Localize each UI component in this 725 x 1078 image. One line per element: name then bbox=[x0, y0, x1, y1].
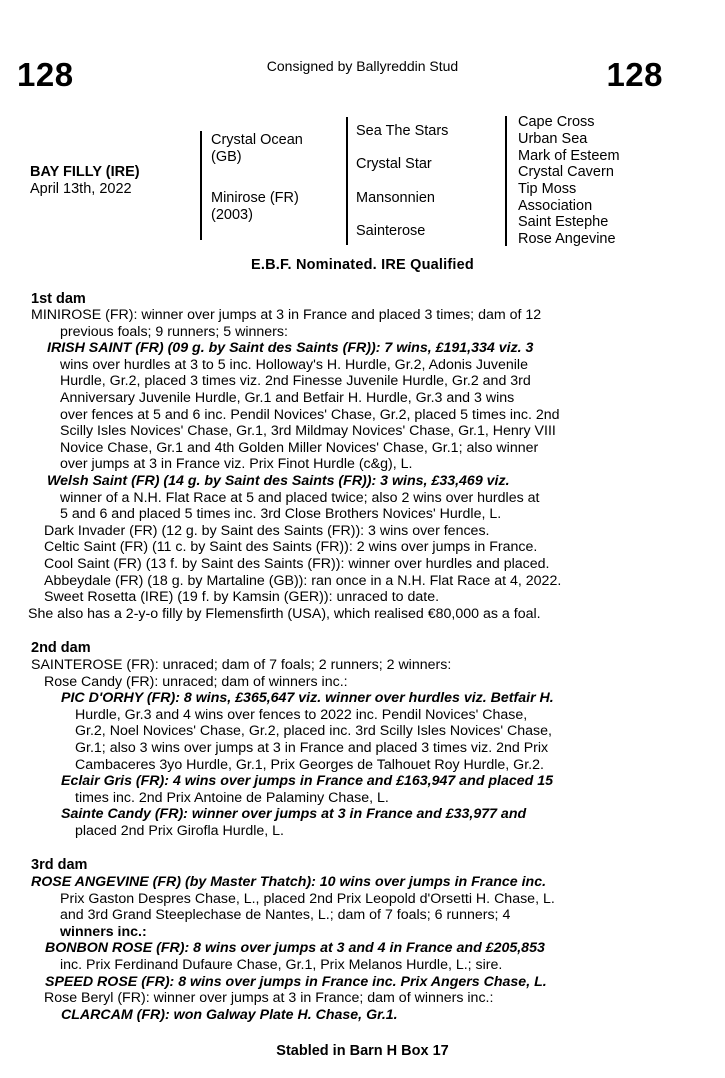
first-dam-line: She also has a 2-y-o filly by Flemensfirth (USA), which realised €80,000 as a foal. bbox=[28, 605, 541, 622]
pedigree-dam: Minirose (FR) (2003) bbox=[211, 190, 299, 223]
third-dam-line: Rose Beryl (FR): winner over jumps at 3 in France; dam of winners inc.: bbox=[44, 990, 494, 1007]
second-dam-line: Cambaceres 3yo Hurdle, Gr.1, Prix Georges de Talhouet Roy Hurdle, Gr.2. bbox=[75, 756, 544, 773]
third-dam-line: and 3rd Grand Steeplechase de Nantes, L.; dam of 7 foals; 6 runners; 4 bbox=[60, 907, 511, 924]
third-dam-line: SPEED ROSE (FR): 8 wins over jumps in France inc. Prix Angers Chase, L. bbox=[45, 973, 547, 990]
third-dam-line: inc. Prix Ferdinand Dufaure Chase, Gr.1, Prix Melanos Hurdle, L.; sire. bbox=[60, 956, 503, 973]
third-dam-line: ROSE ANGEVINE (FR) (by Master Thatch): 10 wins over jumps in France inc. bbox=[31, 874, 547, 890]
pedigree-g3-5: Tip Moss bbox=[518, 181, 577, 197]
second-dam-heading: 2nd dam bbox=[31, 640, 91, 656]
third-dam-section bbox=[31, 874, 656, 1023]
first-dam-line: Welsh Saint (FR) (14 g. by Saint des Saints (FR)): 3 wins, £33,469 viz. bbox=[47, 472, 510, 489]
first-dam-line: Abbeydale (FR) (18 g. by Martaline (GB)): ran once in a N.H. Flat Race at 4, 2022. bbox=[44, 572, 562, 589]
consignor: Consigned by Ballyreddin Stud bbox=[266, 58, 459, 74]
third-dam-line: BONBON ROSE (FR): 8 wins over jumps at 3 and 4 in France and £205,853 bbox=[45, 940, 545, 957]
third-dam-heading: 3rd dam bbox=[31, 857, 88, 873]
second-dam-line: SAINTEROSE (FR): unraced; dam of 7 foals; 2 runners; 2 winners: bbox=[31, 657, 452, 673]
pedigree-g3-8: Rose Angevine bbox=[518, 231, 616, 247]
pedigree-g3-2: Urban Sea bbox=[518, 131, 588, 147]
second-dam-line: placed 2nd Prix Girofla Hurdle, L. bbox=[75, 822, 284, 839]
first-dam-line: Dark Invader (FR) (12 g. by Saint des Saints (FR)): 3 wins over fences. bbox=[44, 522, 490, 539]
pedigree-g3-1: Cape Cross bbox=[518, 114, 595, 130]
first-dam-line: Scilly Isles Novices' Chase, Gr.1, 3rd Mildmay Novices' Chase, Gr.1, Henry VIII bbox=[60, 423, 556, 440]
first-dam-line: winner of a N.H. Flat Race at 5 and placed twice; also 2 wins over hurdles at bbox=[60, 489, 540, 506]
pedigree-dam-sire: Mansonnien bbox=[356, 190, 435, 206]
pedigree-dam-dam: Sainterose bbox=[356, 223, 426, 239]
first-dam-line: over fences at 5 and 6 inc. Pendil Novices' Chase, Gr.2, placed 5 times inc. 2nd bbox=[60, 406, 560, 423]
first-dam-line: wins over hurdles at 3 to 5 inc. Holloway's H. Hurdle, Gr.2, Adonis Juvenile bbox=[60, 356, 528, 373]
lot-number-right: 128 bbox=[606, 56, 663, 93]
lot-number-left: 128 bbox=[17, 56, 74, 93]
second-dam-line: PIC D'ORHY (FR): 8 wins, £365,647 viz. winner over hurdles viz. Betfair H. bbox=[61, 690, 554, 707]
pedigree-g3-7: Saint Estephe bbox=[518, 214, 609, 230]
first-dam-line: 5 and 6 and placed 5 times inc. 3rd Close Brothers Novices' Hurdle, L. bbox=[60, 506, 502, 523]
pedigree-g3-4: Crystal Cavern bbox=[518, 164, 614, 180]
horse-description: BAY FILLY (IRE) bbox=[30, 164, 140, 180]
third-dam-line: Prix Gaston Despres Chase, L., placed 2nd Prix Leopold d'Orsetti H. Chase, L. bbox=[60, 890, 555, 907]
first-dam-line: Anniversary Juvenile Hurdle, Gr.1 and Betfair H. Hurdle, Gr.3 and 3 wins bbox=[60, 389, 515, 406]
pedigree-sire-dam: Crystal Star bbox=[356, 156, 432, 172]
pedigree-sire-sire: Sea The Stars bbox=[356, 123, 449, 139]
pedigree-divider-2 bbox=[346, 117, 348, 245]
second-dam-line: times inc. 2nd Prix Antoine de Palaminy Chase, L. bbox=[75, 789, 389, 806]
stabling-location: Stabled in Barn H Box 17 bbox=[276, 1043, 449, 1059]
pedigree-divider-1 bbox=[200, 131, 202, 240]
second-dam-line: Eclair Gris (FR): 4 wins over jumps in France and £163,947 and placed 15 bbox=[61, 773, 554, 790]
pedigree-g3-6: Association bbox=[518, 198, 593, 214]
first-dam-line: Hurdle, Gr.2, placed 3 times viz. 2nd Finesse Juvenile Hurdle, Gr.2 and 3rd bbox=[60, 373, 531, 390]
second-dam-line: Rose Candy (FR): unraced; dam of winners inc.: bbox=[44, 673, 348, 690]
second-dam-section bbox=[31, 657, 656, 840]
first-dam-line: Sweet Rosetta (IRE) (19 f. by Kamsin (GER)): unraced to date. bbox=[44, 589, 440, 606]
foaling-date: April 13th, 2022 bbox=[30, 181, 132, 197]
first-dam-line: Novice Chase, Gr.1 and 4th Golden Miller Novices' Chase, Gr.1; also winner bbox=[60, 439, 539, 456]
second-dam-line: Gr.1; also 3 wins over jumps at 3 in France and placed 3 times viz. 2nd Prix bbox=[75, 739, 549, 756]
pedigree-sire: Crystal Ocean (GB) bbox=[211, 132, 303, 165]
pedigree-g3-3: Mark of Esteem bbox=[518, 148, 620, 164]
first-dam-line: MINIROSE (FR): winner over jumps at 3 in France and placed 3 times; dam of 12 bbox=[31, 307, 542, 323]
first-dam-heading: 1st dam bbox=[31, 291, 86, 307]
nominations: E.B.F. Nominated. IRE Qualified bbox=[251, 257, 474, 273]
first-dam-line: Celtic Saint (FR) (11 c. by Saint des Saints (FR)): 2 wins over jumps in France. bbox=[44, 539, 538, 556]
first-dam-line: previous foals; 9 runners; 5 winners: bbox=[60, 323, 288, 340]
first-dam-line: Cool Saint (FR) (13 f. by Saint des Saints (FR)): winner over hurdles and placed. bbox=[44, 555, 550, 572]
second-dam-line: Hurdle, Gr.3 and 4 wins over fences to 2022 inc. Pendil Novices' Chase, bbox=[75, 706, 528, 723]
second-dam-line: Gr.2, Noel Novices' Chase, Gr.2, placed inc. 3rd Scilly Isles Novices' Chase, bbox=[75, 723, 552, 740]
first-dam-line: over jumps at 3 in France viz. Prix Finot Hurdle (c&g), L. bbox=[60, 456, 413, 473]
third-dam-line: CLARCAM (FR): won Galway Plate H. Chase, Gr.1. bbox=[61, 1006, 398, 1023]
first-dam-section bbox=[28, 307, 656, 622]
third-dam-line: winners inc.: bbox=[60, 923, 147, 940]
second-dam-line: Sainte Candy (FR): winner over jumps at 3 in France and £33,977 and bbox=[61, 806, 527, 823]
pedigree-divider-3 bbox=[505, 116, 507, 246]
first-dam-line: IRISH SAINT (FR) (09 g. by Saint des Saints (FR)): 7 wins, £191,334 viz. 3 bbox=[47, 340, 534, 357]
